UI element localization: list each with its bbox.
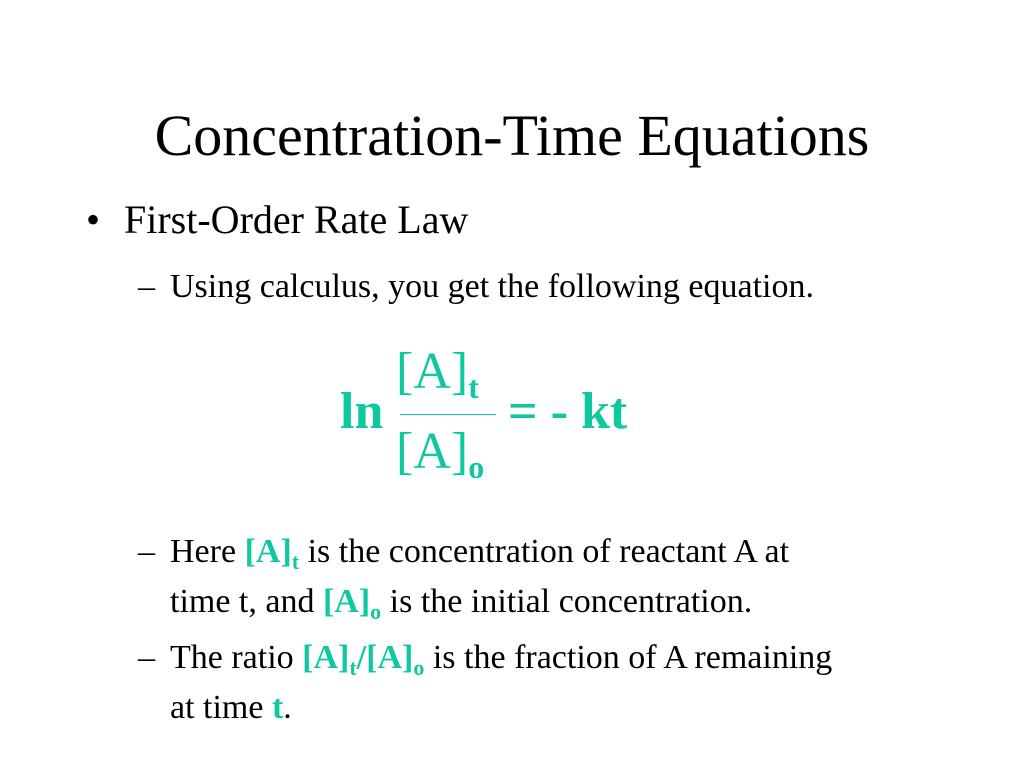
ratio-line2-post: . xyxy=(283,689,292,726)
equation-ln: ln xyxy=(340,383,384,440)
ratio-term-a-subscript: t xyxy=(349,655,357,680)
ratio-slash: / xyxy=(356,639,367,676)
sub-bullet-calculus xyxy=(138,262,814,312)
sub-bullet-dash: – xyxy=(138,639,155,676)
term-a-t-text: [A] xyxy=(244,533,292,570)
sub-bullet-dash: – xyxy=(138,268,155,305)
sub-bullet-definitions xyxy=(138,527,789,627)
ratio-term xyxy=(302,639,425,680)
sub-bullet-text: Using calculus, you get the following equation. xyxy=(170,268,814,305)
ratio-line2-pre: at time xyxy=(170,689,272,726)
ratio-line2 xyxy=(138,683,832,733)
definitions-line2-post: is the initial concentration. xyxy=(381,583,753,620)
definitions-pre: Here xyxy=(170,533,245,570)
term-a-t xyxy=(244,533,300,574)
sub-bullet-ratio xyxy=(138,633,832,733)
ratio-term-a-text: [A] xyxy=(302,639,350,676)
slide-title: Concentration-Time Equations xyxy=(154,103,870,168)
ratio-term-b-subscript: o xyxy=(413,655,425,680)
term-a-t-subscript: t xyxy=(291,549,300,574)
ratio-post: is the fraction of A remaining xyxy=(424,639,833,676)
bullet-text: First-Order Rate Law xyxy=(124,197,469,242)
equation-rhs: = - kt xyxy=(508,383,628,440)
sub-bullet-dash: – xyxy=(138,533,155,570)
term-a-o xyxy=(322,583,382,624)
definitions-line2-pre: time t, and xyxy=(170,583,323,620)
term-a-o-text: [A] xyxy=(322,583,371,620)
numerator-subscript: t xyxy=(468,369,479,405)
term-t: t xyxy=(271,689,284,726)
ratio-pre: The ratio xyxy=(170,639,303,676)
bullet-first-order xyxy=(86,192,468,248)
denominator-subscript: o xyxy=(468,449,485,485)
equation-numerator xyxy=(396,342,506,405)
definitions-mid: is the concentration of reactant A at xyxy=(299,533,790,570)
numerator-text: [A] xyxy=(396,343,469,400)
bullet-marker: • xyxy=(86,197,101,242)
term-a-o-subscript: o xyxy=(370,599,382,624)
rate-equation xyxy=(330,338,650,498)
equation-denominator xyxy=(396,422,506,485)
ratio-term-b-text: [A] xyxy=(366,639,414,676)
denominator-text: [A] xyxy=(396,423,469,480)
definitions-line2 xyxy=(138,577,789,627)
fraction-bar xyxy=(400,414,496,415)
